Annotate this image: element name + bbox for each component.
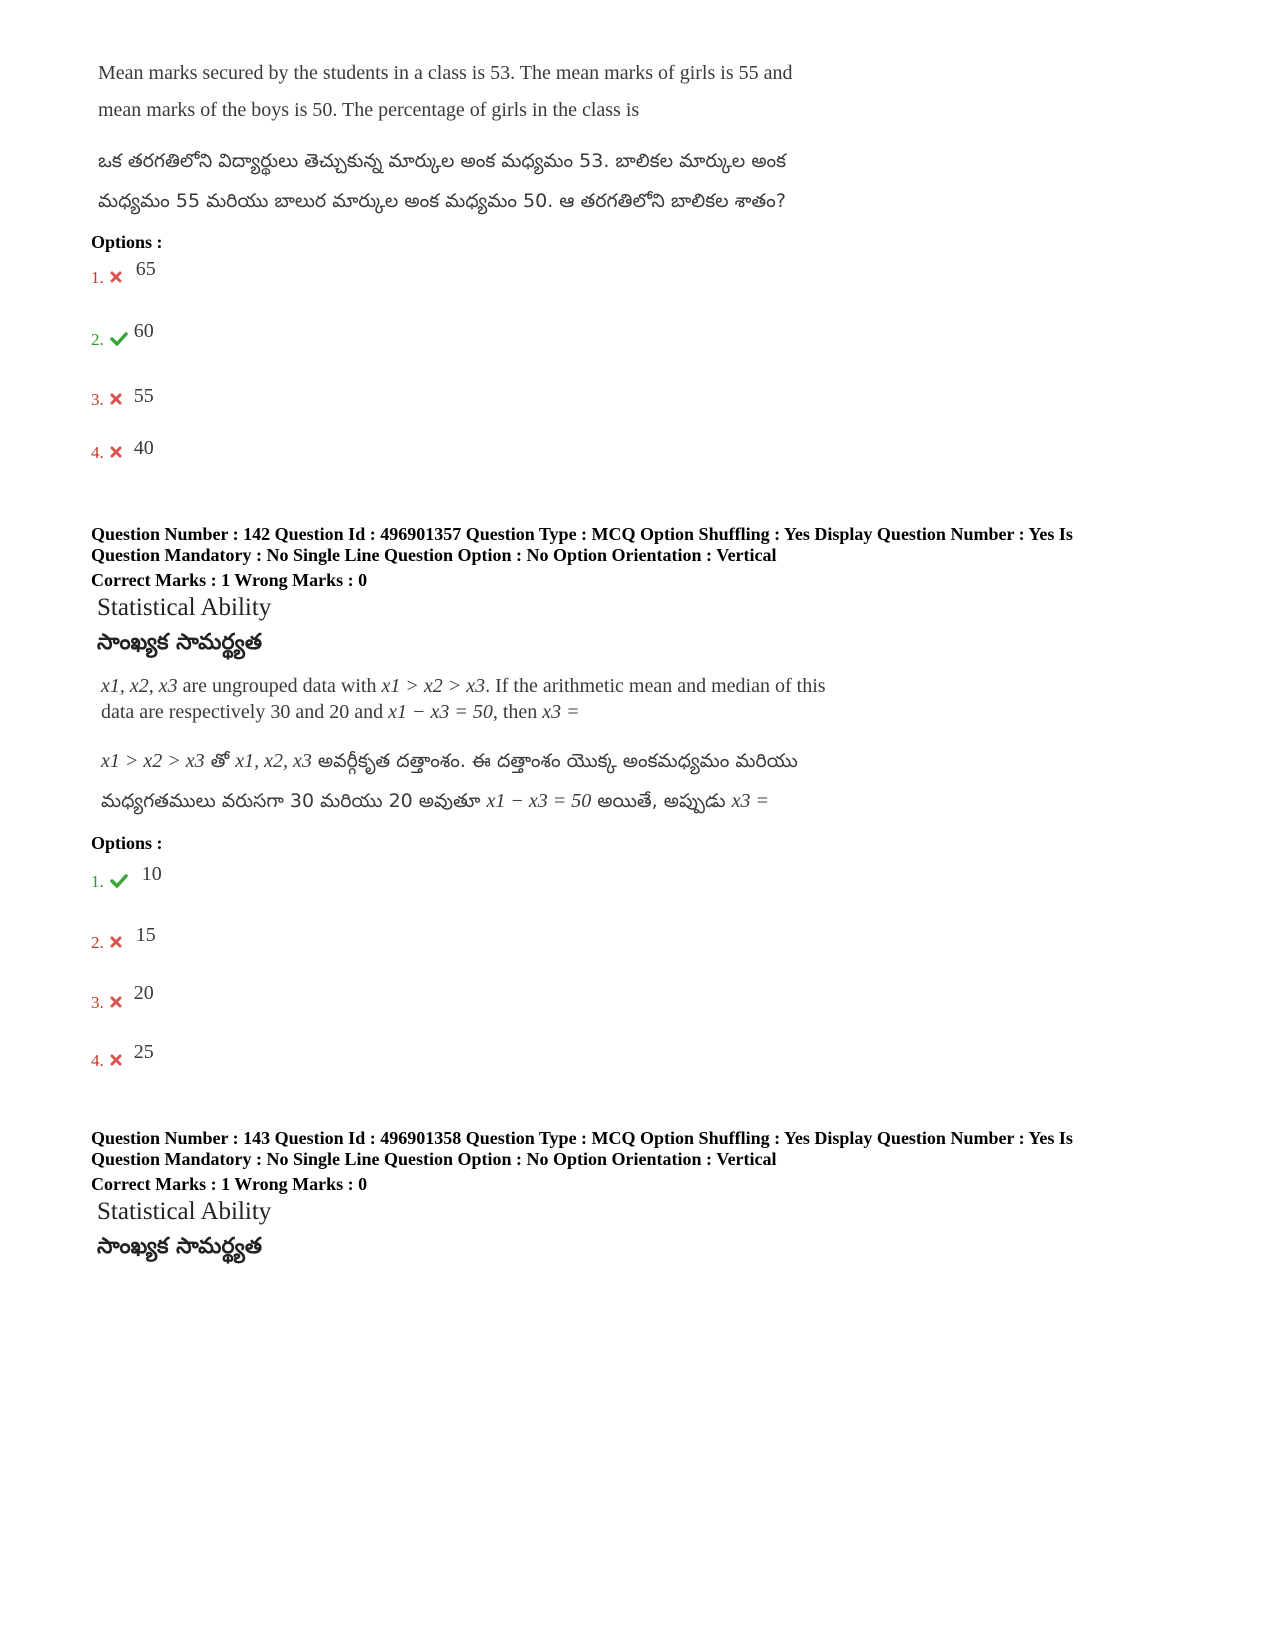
q142-option-2 (91, 924, 156, 954)
q143-meta-line2: Question Mandatory : No Single Line Question Option : No Option Orientation : Vertical (91, 1149, 777, 1169)
option-value: 20 (133, 982, 154, 1004)
text-segment: data are respectively 30 and 20 and (101, 701, 389, 723)
q142-question-te-line2 (101, 790, 769, 817)
q141-question-te-line1: ఒక తరగతిలోని విద్యార్థులు తెచ్చుకున్న మార్కుల అంక మధ్యమం 53. బాలికల మార్కుల అంక (98, 150, 787, 172)
option-number: 3. (91, 993, 104, 1012)
q141-options-label: Options : (91, 232, 163, 252)
option-value: 15 (135, 924, 156, 946)
q143-meta-line3: Correct Marks : 1 Wrong Marks : 0 (91, 1174, 368, 1194)
q142-options-label: Options : (91, 833, 163, 853)
q142-meta-line1: Question Number : 142 Question Id : 496901357 Question Type : MCQ Option Shuffling : Yes Display Question Number : Yes Is (91, 524, 1073, 544)
q141-option-4 (91, 437, 154, 464)
cross-icon (110, 445, 122, 463)
text-segment: అవర్గీకృత దత్తాంశం. ఈ దత్తాంశం యొక్క అంకమధ్యమం మరియు (311, 750, 798, 772)
option-number: 2. (91, 330, 104, 349)
q141-option-1 (91, 258, 156, 289)
math-equation: x1 − x3 = 50 (486, 790, 592, 812)
option-number: 1. (91, 872, 104, 891)
cross-icon (110, 935, 122, 953)
option-number: 3. (91, 390, 104, 409)
q142-question-en-line2 (101, 701, 580, 724)
cross-icon (110, 995, 122, 1013)
math-variables: x1, x2, x3 (101, 675, 178, 697)
math-equation: x1 − x3 = 50 (388, 701, 493, 723)
cross-icon (110, 392, 122, 410)
option-value: 40 (133, 437, 154, 459)
math-variables: x1, x2, x3 (235, 750, 312, 772)
q142-option-4 (91, 1041, 154, 1072)
q142-question-en-line1 (101, 675, 826, 698)
q142-option-3 (91, 982, 154, 1014)
text-segment: తో (204, 750, 236, 772)
q142-section-title-te: సాంఖ్యక సామర్థ్యత (97, 630, 262, 655)
math-unknown: x3 = (731, 790, 770, 812)
option-value: 10 (141, 863, 162, 885)
q141-option-3 (91, 385, 154, 411)
check-icon (110, 332, 128, 351)
q142-question-te-line1 (101, 750, 798, 777)
q142-meta-line2: Question Mandatory : No Single Line Question Option : No Option Orientation : Vertical (91, 545, 777, 565)
math-unknown: x3 = (542, 701, 580, 723)
q142-meta-line3: Correct Marks : 1 Wrong Marks : 0 (91, 570, 368, 590)
option-number: 4. (91, 1051, 104, 1070)
q143-section-title-te: సాంఖ్యక సామర్థ్యత (97, 1234, 262, 1259)
text-segment: are ungrouped data with (177, 675, 382, 697)
option-number: 1. (91, 268, 104, 287)
option-value: 60 (133, 320, 154, 342)
text-segment: మధ్యగతములు వరుసగా 30 మరియు 20 అవుతూ (101, 790, 487, 812)
q143-meta-line1: Question Number : 143 Question Id : 496901358 Question Type : MCQ Option Shuffling : Yes Display Question Number : Yes Is (91, 1128, 1073, 1148)
math-inequality: x1 > x2 > x3 (381, 675, 486, 697)
q142-section-title-en: Statistical Ability (97, 594, 272, 621)
option-value: 25 (133, 1041, 154, 1063)
q141-question-te-line2: మధ్యమం 55 మరియు బాలుర మార్కుల అంక మధ్యమం 50. ఆ తరగతిలోని బాలికల శాతం? (98, 190, 786, 212)
cross-icon (110, 1053, 122, 1071)
text-segment: . If the arithmetic mean and median of this (485, 675, 826, 697)
option-number: 4. (91, 443, 104, 462)
cross-icon (110, 270, 122, 288)
q141-option-2 (91, 320, 154, 351)
text-segment: , then (492, 701, 543, 723)
q141-question-en-line1: Mean marks secured by the students in a class is 53. The mean marks of girls is 55 and (98, 62, 793, 84)
q141-question-en-line2: mean marks of the boys is 50. The percentage of girls in the class is (98, 99, 640, 121)
q142-option-1 (91, 863, 162, 893)
option-value: 55 (133, 385, 154, 407)
q143-section-title-en: Statistical Ability (97, 1198, 272, 1225)
text-segment: అయితే, అప్పుడు (591, 790, 732, 812)
check-icon (110, 874, 128, 893)
option-value: 65 (135, 258, 156, 280)
math-inequality: x1 > x2 > x3 (101, 750, 205, 772)
option-number: 2. (91, 933, 104, 952)
